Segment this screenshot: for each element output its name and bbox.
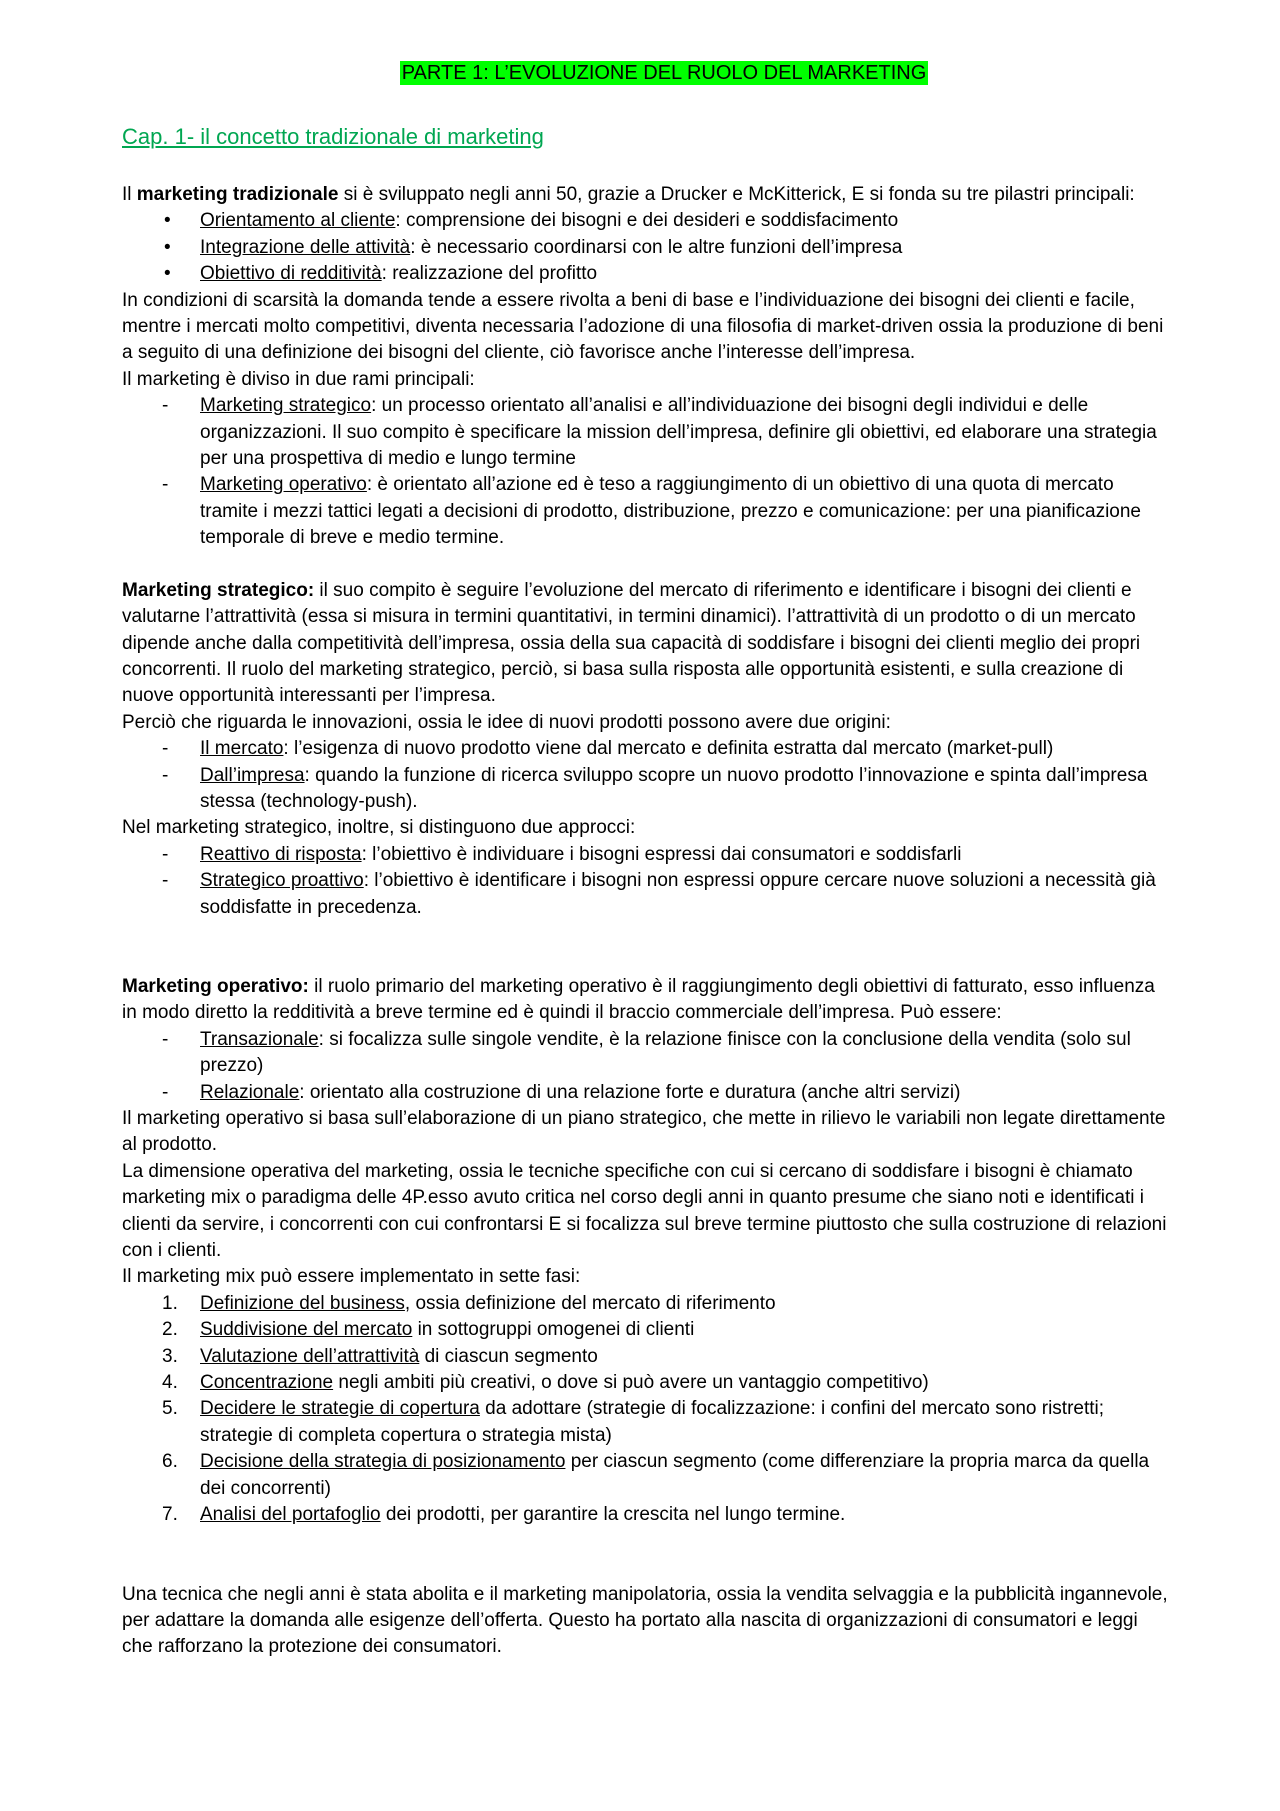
phase-text: , ossia definizione del mercato di riferimento [404, 1292, 776, 1314]
phases-intro: Il marketing mix può essere implementato in sette fasi: [122, 1266, 581, 1288]
list-item [122, 1370, 1172, 1396]
list-item [122, 261, 1172, 287]
bullet-icon: • [164, 263, 171, 285]
phase-term: Concentrazione [200, 1372, 334, 1394]
approaches-list [122, 842, 1172, 921]
spacer [122, 921, 1172, 974]
part-title-container [122, 60, 1172, 93]
phase-term: Definizione del business [200, 1292, 405, 1314]
strategic-bold-term: Marketing strategico: [122, 579, 315, 601]
phase-text: per ciascun segmento (come differenziare la propria marca da quella dei concorrenti) [200, 1451, 1150, 1499]
dash-icon: - [162, 870, 169, 892]
operational-types-list [122, 1027, 1172, 1106]
phase-text: dei prodotti, per garantire la crescita nel lungo termine. [380, 1504, 846, 1526]
phase-text: in sottogruppi omogenei di clienti [412, 1319, 695, 1341]
pillar-term: Integrazione delle attività [200, 236, 411, 258]
branch-text: : un processo orientato all’analisi e all’individuazione dei bisogni degli individui e delle organizzazioni. Il suo compito è specificare la mission dell’impresa, definire gli obiettivi, ed elaborare una strategia per una prospettiva di medio e lungo termine [200, 395, 1157, 470]
phase-term: Decidere le strategie di copertura [200, 1398, 480, 1420]
approach-text: : l’obiettivo è identificare i bisogni non espressi oppure cercare nuove soluzioni a necessità già soddisfatte in precedenza. [200, 870, 1156, 918]
origins-list [122, 736, 1172, 815]
pillar-text: : è necessario coordinarsi con le altre funzioni dell’impresa [410, 236, 903, 258]
type-text: : orientato alla costruzione di una relazione forte e duratura (anche altri servizi) [299, 1081, 961, 1103]
list-number: 3. [162, 1345, 178, 1367]
origin-term: Dall’impresa [200, 764, 305, 786]
list-item [122, 1317, 1172, 1343]
dash-icon: - [162, 738, 169, 760]
dash-icon: - [162, 764, 169, 786]
phase-term: Suddivisione del mercato [200, 1319, 413, 1341]
phase-term: Valutazione dell’attrattività [200, 1345, 420, 1367]
branches-list [122, 393, 1172, 551]
type-term: Relazionale [200, 1081, 300, 1103]
phase-term: Analisi del portafoglio [200, 1504, 381, 1526]
list-item [122, 393, 1172, 472]
spacer [122, 552, 1172, 578]
phase-term: Decisione della strategia di posizionamento [200, 1451, 566, 1473]
innovation-intro: Perciò che riguarda le innovazioni, ossia le idee di nuovi prodotti possono avere due origini: [122, 711, 891, 733]
phase-text: negli ambiti più creativi, o dove si può avere un vantaggio competitivo) [333, 1372, 929, 1394]
list-item [122, 868, 1172, 921]
approach-term: Strategico proattivo [200, 870, 364, 892]
list-item [122, 1502, 1172, 1528]
list-item [122, 736, 1172, 762]
intro-bold-term: marketing tradizionale [136, 184, 339, 205]
phases-list [122, 1291, 1172, 1529]
strategic-paragraph [122, 578, 1172, 710]
list-item [122, 208, 1172, 234]
operational-paragraph-1: Il marketing operativo si basa sull’elaborazione di un piano strategico, che mette in rilievo le variabili non legate direttamente al prodotto. [122, 1108, 1166, 1156]
list-item [122, 235, 1172, 261]
origin-text: : quando la funzione di ricerca sviluppo scopre un nuovo prodotto l’innovazione e spinta dall’impresa stessa (technology-push). [200, 764, 1148, 812]
dash-icon: - [162, 395, 169, 417]
origin-term: Il mercato [200, 738, 284, 760]
list-item [122, 472, 1172, 551]
branch-term: Marketing operativo [200, 474, 367, 496]
closing-paragraph: Una tecnica che negli anni è stata abolita e il marketing manipolatoria, ossia la vendita selvaggia e la pubblicità ingannevole, per adattare la domanda alle esigenze dell’offerta. Questo ha portato alla nascita di organizzazioni di consumatori e leggi che rafforzano la protezione dei consumatori. [122, 1583, 1168, 1658]
branch-term: Marketing strategico [200, 395, 372, 417]
list-item [122, 842, 1172, 868]
branches-intro: Il marketing è diviso in due rami principali: [122, 368, 475, 390]
approaches-intro: Nel marketing strategico, inoltre, si distinguono due approcci: [122, 817, 636, 839]
dash-icon: - [162, 474, 169, 496]
operational-paragraph [122, 974, 1172, 1027]
document-page [122, 60, 1172, 1661]
intro-prefix: Il [122, 184, 137, 205]
approach-text: : l’obiettivo è individuare i bisogni espressi dai consumatori e soddisfarli [361, 843, 962, 865]
pillar-text: : comprensione dei bisogni e dei desideri e soddisfacimento [395, 210, 899, 232]
bullet-icon: • [164, 210, 171, 232]
list-number: 1. [162, 1292, 178, 1314]
origin-text: : l’esigenza di nuovo prodotto viene dal mercato e definita estratta dal mercato (market-pull) [283, 738, 1054, 760]
list-item [122, 1027, 1172, 1080]
phase-text: da adottare (strategie di focalizzazione: i confini del mercato sono ristretti; strategie di completa copertura o strategia mista) [200, 1398, 1105, 1446]
pillar-term: Obiettivo di redditività [200, 263, 382, 285]
list-item [122, 1396, 1172, 1449]
intro-suffix: si è sviluppato negli anni 50, grazie a Drucker e McKitterick, E si fonda su tre pilastri principali: [338, 184, 1135, 205]
scarcity-paragraph: In condizioni di scarsità la domanda tende a essere rivolta a beni di base e l’individuazione dei bisogni dei clienti e facile, mentre i mercati molto competitivi, diventa necessaria l’adozione di una filosofia di market-driven ossia la produzione di beni a seguito di una definizione dei bisogni del cliente, ciò favorisce anche l’interesse dell’impresa. [122, 289, 1164, 364]
list-number: 6. [162, 1451, 178, 1473]
list-number: 5. [162, 1398, 178, 1420]
list-item [122, 1449, 1172, 1502]
operational-text: il ruolo primario del marketing operativo è il raggiungimento degli obiettivi di fatturato, esso influenza in modo diretto la redditività a breve termine ed è quindi il braccio commerciale dell’impresa. Può essere: [122, 975, 1155, 1024]
operational-bold-term: Marketing operativo: [122, 975, 309, 997]
branch-text: : è orientato all’azione ed è teso a raggiungimento di un obiettivo di una quota di mercato tramite i mezzi tattici legati a decisioni di prodotto, distribuzione, prezzo e comunicazione: per una pianificazione temporale di breve e medio termine. [200, 474, 1141, 549]
dash-icon: - [162, 843, 169, 865]
pillars-list [122, 208, 1172, 287]
type-term: Transazionale [200, 1028, 319, 1050]
list-number: 4. [162, 1372, 178, 1394]
phase-text: di ciascun segmento [419, 1345, 598, 1367]
list-item [122, 763, 1172, 816]
strategic-text: il suo compito è seguire l’evoluzione del mercato di riferimento e identificare i bisogni dei clienti e valutarne l’attrattività (essa si misura in termini quantitativi, in termini dinamici). l’attrattività di un prodotto o di un mercato dipende anche dalla competitività dell’impresa, ossia della sua capacità di soddisfare i bisogni dei clienti meglio dei propri concorrenti. Il ruolo del marketing strategico, perciò, si basa sulla risposta alle opportunità esistenti, e sulla creazione di nuove opportunità interessanti per l’impresa. [122, 579, 1141, 707]
pillar-term: Orientamento al cliente [200, 210, 396, 232]
dash-icon: - [162, 1028, 169, 1050]
spacer [122, 1529, 1172, 1582]
approach-term: Reattivo di risposta [200, 843, 362, 865]
pillar-text: : realizzazione del profitto [381, 263, 598, 285]
type-text: : si focalizza sulle singole vendite, è la relazione finisce con la conclusione della vendita (solo sul prezzo) [200, 1028, 1131, 1077]
operational-paragraph-2: La dimensione operativa del marketing, ossia le tecniche specifiche con cui si cercano di soddisfare i bisogni è chiamato marketing mix o paradigma delle 4P.esso avuto critica nel corso degli anni in quanto presume che siano noti e identificati i clienti da servire, i concorrenti con cui confrontarsi E si focalizza sul breve termine piuttosto che sulla costruzione di relazioni con i clienti. [122, 1160, 1167, 1262]
list-number: 7. [162, 1504, 178, 1526]
part-title: PARTE 1: L’EVOLUZIONE DEL RUOLO DEL MARKETING [401, 62, 927, 84]
dash-icon: - [162, 1081, 169, 1103]
bullet-icon: • [164, 236, 171, 258]
chapter-title: Cap. 1- il concetto tradizionale di marketing [122, 124, 544, 149]
list-number: 2. [162, 1319, 178, 1341]
intro-paragraph [122, 182, 1172, 208]
list-item [122, 1291, 1172, 1317]
list-item [122, 1344, 1172, 1370]
list-item [122, 1080, 1172, 1106]
